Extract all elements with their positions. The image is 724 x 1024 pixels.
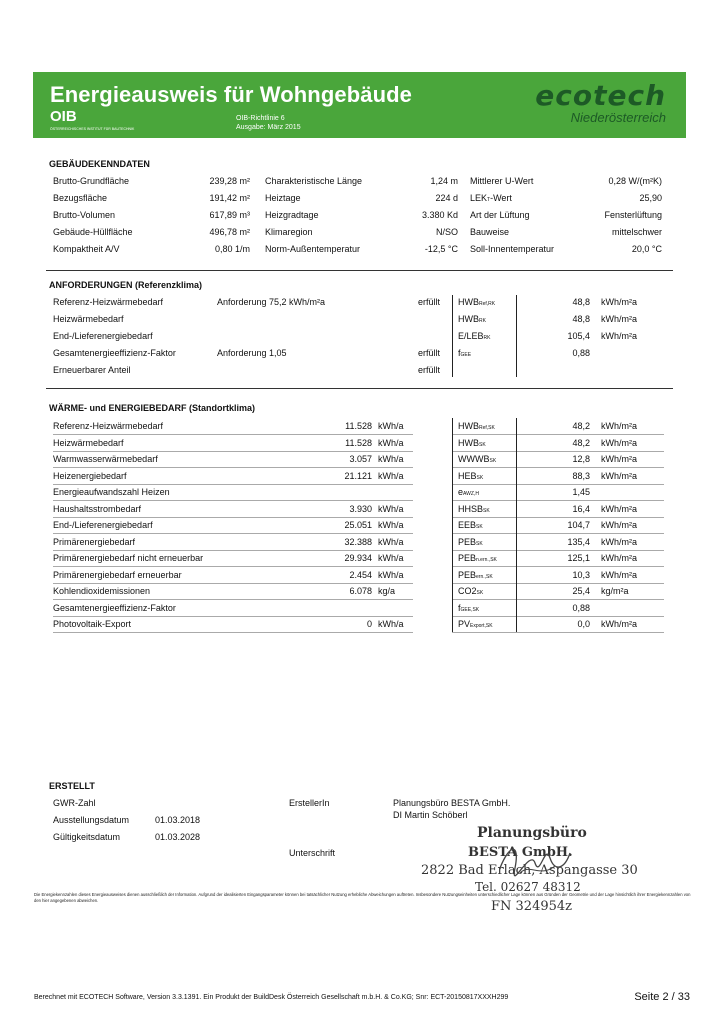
row-line: [452, 533, 664, 534]
row-line: [452, 616, 664, 617]
ersteller-label: ErstellerIn: [289, 798, 330, 808]
symbol: HWBRK: [458, 314, 486, 324]
anforderung-requirement: Anforderung 1,05: [217, 348, 287, 358]
row-line: [53, 566, 413, 567]
stamp-line5: FN 324954z: [491, 899, 573, 914]
disclaimer-footnote: Die Energiekennzahlen dieses Energieausweises dienen ausschließlich der Information. Aufgrund der idealisierten Eingangsparameter können bei tatsächlicher Nutzung erhebliche Abweichungen auftreten. Insbesondere Nutzungseinheiten unterschiedlicher Lage können aus Gründen der Geometrie und der Lage hinsichtlich ihrer Energiekennzahlen von den hier angegebenen abweichen.: [34, 892, 691, 903]
kenndaten-label: Heiztage: [265, 193, 301, 203]
ecotech-logo: [486, 79, 666, 130]
gueltig-label: Gültigkeitsdatum: [53, 832, 121, 842]
symbol: PEBern.,SK: [458, 569, 493, 580]
brand-region: Niederösterreich: [570, 110, 666, 125]
bedarf-label: End-/Lieferenergiebedarf: [53, 520, 153, 530]
symbol-subscript: ern.,SK: [476, 573, 493, 580]
software-note: Berechnet mit ECOTECH Software, Version 3.3.1391. Ein Produkt der BuildDesk Österreich Gesellschaft m.b.H. & Co.KG; Snr: ECT-20150817XXXH299: [34, 994, 509, 1001]
ausstellung-label: Ausstellungsdatum: [53, 815, 130, 825]
symbol: HEBSK: [458, 470, 484, 481]
kenndaten-value: mittelschwer: [611, 227, 662, 237]
bedarf-amount: 11.528: [345, 421, 372, 431]
bedarf-label: Primärenergiebedarf: [53, 536, 136, 547]
anforderung-value: 48,8: [572, 314, 590, 324]
bedarf-amount-unit: kg/a: [378, 586, 396, 596]
bedarf-amount: 11.528: [345, 437, 372, 448]
symbol-subscript: SK: [483, 507, 490, 514]
bedarf-amount-unit: kWh/a: [378, 437, 404, 448]
row-line: [452, 566, 664, 567]
symbol: HHSBSK: [458, 503, 490, 514]
kenndaten-value: -12,5 °C: [424, 244, 458, 254]
anforderung-value: 105,4: [567, 331, 590, 341]
kenndaten-label: LEKT-Wert: [470, 193, 512, 203]
bedarf-amount-unit: kWh/a: [378, 536, 404, 547]
bedarf-unit: kWh/m²a: [601, 553, 637, 563]
kenndaten-value: N/SO: [435, 227, 458, 237]
row-line: [53, 484, 413, 485]
symbol-subscript: SK: [476, 590, 484, 596]
bedarf-value: 25,4: [572, 586, 590, 596]
symbol-subscript: SK: [476, 540, 483, 547]
symbol: HWBRef,RK: [458, 297, 496, 307]
kenndaten-label: Art der Lüftung: [470, 210, 530, 220]
symbol: WWWBSK: [458, 454, 497, 464]
anforderung-status: erfüllt: [417, 297, 440, 307]
anforderung-unit: kWh/m²a: [601, 331, 637, 341]
bedarf-label: Heizenergiebedarf: [53, 470, 127, 481]
anforderung-status: erfüllt: [417, 365, 440, 375]
row-line: [53, 500, 413, 501]
symbol: PVExport,SK: [458, 619, 493, 629]
kenndaten-label: Heizgradtage: [265, 210, 319, 220]
richtlinie: OIB-Richtlinie 6: [236, 115, 285, 122]
kenndaten-label: Soll-Innentemperatur: [470, 244, 555, 254]
gueltig-date: 01.03.2028: [155, 832, 201, 842]
ausstellung-date: 01.03.2018: [155, 815, 201, 825]
bedarf-value: 104,7: [567, 520, 590, 530]
row-line: [452, 434, 664, 435]
row-line: [53, 583, 413, 584]
kenndaten-label: Norm-Außentemperatur: [265, 244, 361, 254]
anforderung-label: End-/Lieferenergiebedarf: [53, 331, 153, 341]
row-line: [452, 550, 664, 551]
row-line: [53, 616, 413, 617]
document-title: Energieausweis für Wohngebäude: [50, 82, 412, 107]
bedarf-unit: kWh/m²a: [601, 437, 637, 448]
bedarf-amount-unit: kWh/a: [378, 454, 404, 464]
bedarf-value: 135,4: [567, 536, 590, 547]
bedarf-value: 0,0: [577, 619, 590, 629]
gwr-label: GWR-Zahl: [53, 798, 96, 808]
bedarf-amount: 21.121: [344, 470, 372, 481]
kenndaten-label: Charakteristische Länge: [265, 176, 363, 186]
bedarf-label: Warmwasserwärmebedarf: [53, 454, 158, 464]
row-line: [452, 517, 664, 518]
divider: [452, 295, 453, 377]
bedarf-label: Gesamtenergieeffizienz-Faktor: [53, 602, 176, 613]
anforderung-unit: kWh/m²a: [601, 297, 637, 307]
symbol: PEBn.ern.,SK: [458, 553, 497, 563]
symbol-subscript: n.ern.,SK: [476, 557, 497, 563]
symbol: fGEE: [458, 348, 472, 358]
bedarf-value: 48,2: [572, 437, 590, 448]
bedarf-amount: 25.051: [344, 520, 372, 530]
section-waerme-heading: WÄRME- und ENERGIEBEDARF (Standortklima): [49, 403, 255, 413]
bedarf-amount: 29.934: [344, 553, 372, 563]
row-line: [452, 599, 664, 600]
symbol-subscript: RK: [479, 318, 486, 324]
bedarf-unit: kWh/m²a: [601, 421, 637, 431]
row-line: [452, 451, 664, 452]
anforderung-label: Heizwärmebedarf: [53, 314, 124, 324]
kenndaten-label: Gebäude-Hüllfläche: [53, 227, 133, 237]
symbol-subscript: Ref,RK: [479, 301, 496, 307]
bedarf-label: Photovoltaik-Export: [53, 619, 132, 629]
anforderung-value: 0,88: [572, 348, 590, 358]
anforderung-unit: kWh/m²a: [601, 314, 637, 324]
bedarf-amount-unit: kWh/a: [378, 421, 404, 431]
bedarf-label: Haushaltsstrombedarf: [53, 503, 142, 514]
symbol-subscript: AWZ,H: [463, 491, 479, 497]
kenndaten-value: 239,28 m²: [209, 176, 250, 186]
bedarf-amount: 3.930: [349, 503, 372, 514]
signature-icon: [495, 838, 575, 883]
kenndaten-label: Kompaktheit A/V: [53, 244, 120, 254]
kenndaten-value: 3.380 Kd: [421, 210, 458, 220]
bedarf-amount-unit: kWh/a: [378, 553, 404, 563]
bedarf-value: 125,1: [567, 553, 590, 563]
kenndaten-value: 496,78 m²: [209, 227, 250, 237]
row-line: [53, 451, 413, 452]
bedarf-amount-unit: kWh/a: [378, 520, 404, 530]
row-line: [452, 583, 664, 584]
row-line: [452, 500, 664, 501]
bedarf-label: Heizwärmebedarf: [53, 437, 124, 448]
divider: [516, 295, 517, 377]
bedarf-unit: kWh/m²a: [601, 470, 637, 481]
row-line: [452, 632, 664, 633]
bedarf-value: 16,4: [572, 503, 590, 514]
symbol: CO2SK: [458, 586, 484, 596]
unterschrift-label: Unterschrift: [289, 848, 336, 858]
bedarf-label: Primärenergiebedarf erneuerbar: [53, 569, 182, 580]
stamp-line4: Tel. 02627 48312: [475, 880, 581, 894]
anforderung-requirement: Anforderung 75,2 kWh/m²a: [217, 297, 326, 307]
stamp-line2: BESTA GmbH.: [468, 845, 573, 860]
bedarf-label: Referenz-Heizwärmebedarf: [53, 421, 164, 431]
kenndaten-label: Mittlerer U-Wert: [470, 176, 534, 186]
kenndaten-value: Fensterlüftung: [604, 210, 662, 220]
kenndaten-value: 1,24 m: [430, 176, 458, 186]
bedarf-amount: 6.078: [349, 586, 372, 596]
kenndaten-value: 0,80 1/m: [214, 244, 250, 254]
stamp-line1: Planungsbüro: [477, 825, 587, 841]
anforderung-label: Gesamtenergieeffizienz-Faktor: [53, 348, 176, 358]
symbol-subscript: SK: [479, 441, 486, 448]
kenndaten-value: 224 d: [435, 193, 458, 203]
section-erstellt-heading: ERSTELLT: [49, 781, 95, 791]
bedarf-unit: kWh/m²a: [601, 569, 637, 580]
symbol: fGEE,SK: [458, 602, 480, 613]
anforderung-status: erfüllt: [417, 348, 440, 358]
row-line: [53, 533, 413, 534]
bedarf-unit: kWh/m²a: [601, 520, 637, 530]
bedarf-unit: kWh/m²a: [601, 536, 637, 547]
row-line: [53, 434, 413, 435]
kenndaten-label: Brutto-Volumen: [53, 210, 116, 220]
symbol-subscript: SK: [489, 458, 497, 464]
divider: [516, 418, 517, 632]
row-line: [53, 517, 413, 518]
bedarf-amount-unit: kWh/a: [378, 619, 404, 629]
divider: [46, 270, 673, 271]
symbol: E/LEBRK: [458, 331, 491, 341]
symbol-subscript: SK: [476, 524, 483, 530]
row-line: [452, 484, 664, 485]
bedarf-label: Energieaufwandszahl Heizen: [53, 487, 170, 497]
row-line: [53, 632, 413, 633]
bedarf-value: 88,3: [572, 470, 590, 481]
ausgabe: Ausgabe: März 2015: [236, 124, 301, 131]
row-line: [53, 467, 413, 468]
bedarf-unit: kWh/m²a: [601, 619, 637, 629]
kenndaten-value: 617,89 m³: [209, 210, 250, 220]
symbol-subscript: SK: [476, 474, 484, 481]
bedarf-value: 1,45: [572, 487, 590, 497]
symbol-subscript: GEE,SK: [460, 606, 480, 613]
symbol: HWBSK: [458, 437, 486, 448]
anforderung-label: Erneuerbarer Anteil: [53, 365, 131, 375]
symbol-subscript: GEE: [460, 352, 472, 358]
bedarf-unit: kWh/m²a: [601, 454, 637, 464]
ersteller-person: DI Martin Schöberl: [393, 810, 468, 820]
divider: [452, 418, 453, 632]
bedarf-amount-unit: kWh/a: [378, 470, 404, 481]
kenndaten-label: Klimaregion: [265, 227, 313, 237]
row-line: [53, 599, 413, 600]
symbol: EEBSK: [458, 520, 483, 530]
bedarf-value: 10,3: [572, 569, 590, 580]
divider: [46, 388, 673, 389]
row-line: [53, 550, 413, 551]
section-anforderungen-heading: ANFORDERUNGEN (Referenzklima): [49, 280, 203, 290]
bedarf-amount-unit: kWh/a: [378, 569, 404, 580]
anforderung-value: 48,8: [572, 297, 590, 307]
bedarf-unit: kWh/m²a: [601, 503, 637, 514]
bedarf-label: Primärenergiebedarf nicht erneuerbar: [53, 553, 204, 563]
header-banner: [33, 72, 686, 138]
bedarf-label: Kohlendioxidemissionen: [53, 586, 151, 596]
anforderung-label: Referenz-Heizwärmebedarf: [53, 297, 164, 307]
bedarf-amount: 0: [366, 619, 372, 629]
bedarf-value: 12,8: [572, 454, 590, 464]
ersteller-company: Planungsbüro BESTA GmbH.: [393, 798, 511, 808]
oib-subtitle: ÖSTERREICHISCHES INSTITUT FÜR BAUTECHNIK: [50, 127, 135, 131]
kenndaten-label: Bezugsfläche: [53, 193, 108, 203]
kenndaten-label: Bauweise: [470, 227, 510, 237]
row-line: [452, 467, 664, 468]
symbol-subscript: RK: [483, 335, 491, 341]
symbol-subscript: Export,SK: [470, 623, 493, 629]
bedarf-amount: 3.057: [349, 454, 372, 464]
symbol-subscript: Ref,SK: [479, 425, 495, 431]
bedarf-value: 0,88: [572, 602, 590, 613]
symbol-subscript: T: [487, 197, 491, 203]
bedarf-unit: kg/m²a: [601, 586, 629, 596]
symbol: HWBRef,SK: [458, 421, 495, 431]
kenndaten-value: 191,42 m²: [209, 193, 250, 203]
bedarf-amount: 2.454: [349, 569, 372, 580]
section-gebaeude-heading: GEBÄUDEKENNDATEN: [49, 159, 150, 169]
kenndaten-value: 0,28 W/(m²K): [608, 176, 662, 186]
symbol: eAWZ,H: [458, 487, 479, 497]
kenndaten-label: Brutto-Grundfläche: [53, 176, 130, 186]
brand-name: ecotech: [535, 79, 666, 112]
symbol: PEBSK: [458, 536, 483, 547]
oib-logo: OIB: [50, 108, 77, 125]
bedarf-amount: 32.388: [344, 536, 372, 547]
kenndaten-value: 20,0 °C: [631, 244, 662, 254]
kenndaten-value: 25,90: [639, 193, 662, 203]
stamp-line3: 2822 Bad Erlach, Aspangasse 30: [421, 863, 638, 878]
bedarf-value: 48,2: [572, 421, 590, 431]
page-number: Seite 2 / 33: [634, 991, 690, 1003]
bedarf-amount-unit: kWh/a: [378, 503, 404, 514]
